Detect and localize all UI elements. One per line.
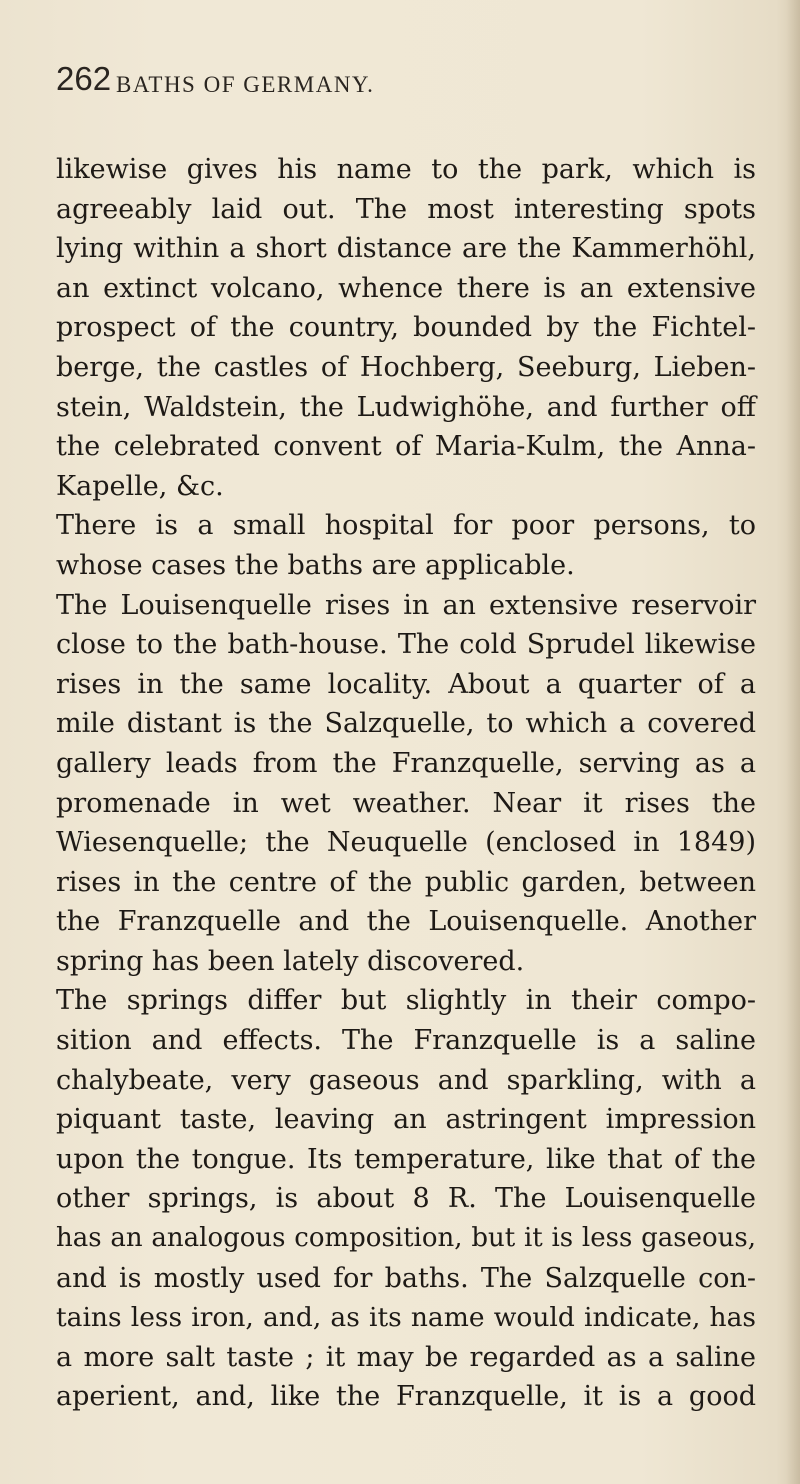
- running-head: BATHS OF GERMANY.: [116, 72, 375, 97]
- text-line: tains less iron, and, as its name would indicate, has: [56, 1302, 756, 1334]
- text-line: There is a small hospital for poor persons, to: [56, 510, 756, 542]
- text-line: close to the bath-house. The cold Sprudel likewise: [56, 629, 756, 661]
- text-line: the Franzquelle and the Louisenquelle. Another: [56, 906, 756, 938]
- text-line: sition and effects. The Franzquelle is a saline: [56, 1025, 756, 1057]
- text-line: agreeably laid out. The most interesting spots: [56, 193, 756, 225]
- text-line: mile distant is the Salzquelle, to which a covered: [56, 708, 756, 740]
- text-line: Wiesenquelle; the Neuquelle (enclosed in 1849): [56, 827, 756, 859]
- text-line: stein, Waldstein, the Ludwighöhe, and further off: [56, 391, 756, 423]
- text-line: prospect of the country, bounded by the Fichtel-: [56, 312, 756, 344]
- text-line: upon the tongue. Its temperature, like that of the: [56, 1143, 756, 1175]
- text-line: piquant taste, leaving an astringent impression: [56, 1104, 756, 1136]
- text-line: a more salt taste ; it may be regarded as a saline: [56, 1341, 756, 1373]
- text-line: spring has been lately discovered.: [56, 945, 525, 977]
- text-line: and is mostly used for baths. The Salzquelle con-: [56, 1262, 756, 1294]
- page-header: [56, 62, 746, 112]
- text-line: promenade in wet weather. Near it rises the: [56, 787, 756, 819]
- text-line: lying within a short distance are the Kammerhöhl,: [56, 233, 756, 265]
- text-line: an extinct volcano, whence there is an extensive: [56, 272, 756, 304]
- page-edge-shadow: [786, 0, 800, 1484]
- text-line: other springs, is about 8 R. The Louisenquelle: [56, 1183, 756, 1215]
- text-line: The Louisenquelle rises in an extensive reservoir: [56, 589, 756, 621]
- text-line: The springs differ but slightly in their compo-: [56, 985, 756, 1017]
- text-line: chalybeate, very gaseous and sparkling, with a: [56, 1064, 756, 1096]
- text-line: whose cases the baths are applicable.: [56, 549, 575, 581]
- text-line: likewise gives his name to the park, which is: [56, 154, 756, 185]
- text-line: aperient, and, like the Franzquelle, it is a good: [56, 1381, 756, 1413]
- text-line: rises in the centre of the public garden, between: [56, 866, 756, 898]
- text-line: the celebrated convent of Maria-Kulm, the Anna-: [56, 431, 756, 463]
- body-text: [56, 150, 756, 1417]
- page-number: 262: [56, 60, 112, 97]
- text-line: Kapelle, &c.: [56, 470, 224, 502]
- text-line: rises in the same locality. About a quarter of a: [56, 668, 756, 700]
- text-line: has an analogous composition, but it is less gaseous,: [56, 1223, 756, 1254]
- text-line: gallery leads from the Franzquelle, serving as a: [56, 747, 756, 779]
- text-line: berge, the castles of Hochberg, Seeburg, Lieben-: [56, 351, 756, 383]
